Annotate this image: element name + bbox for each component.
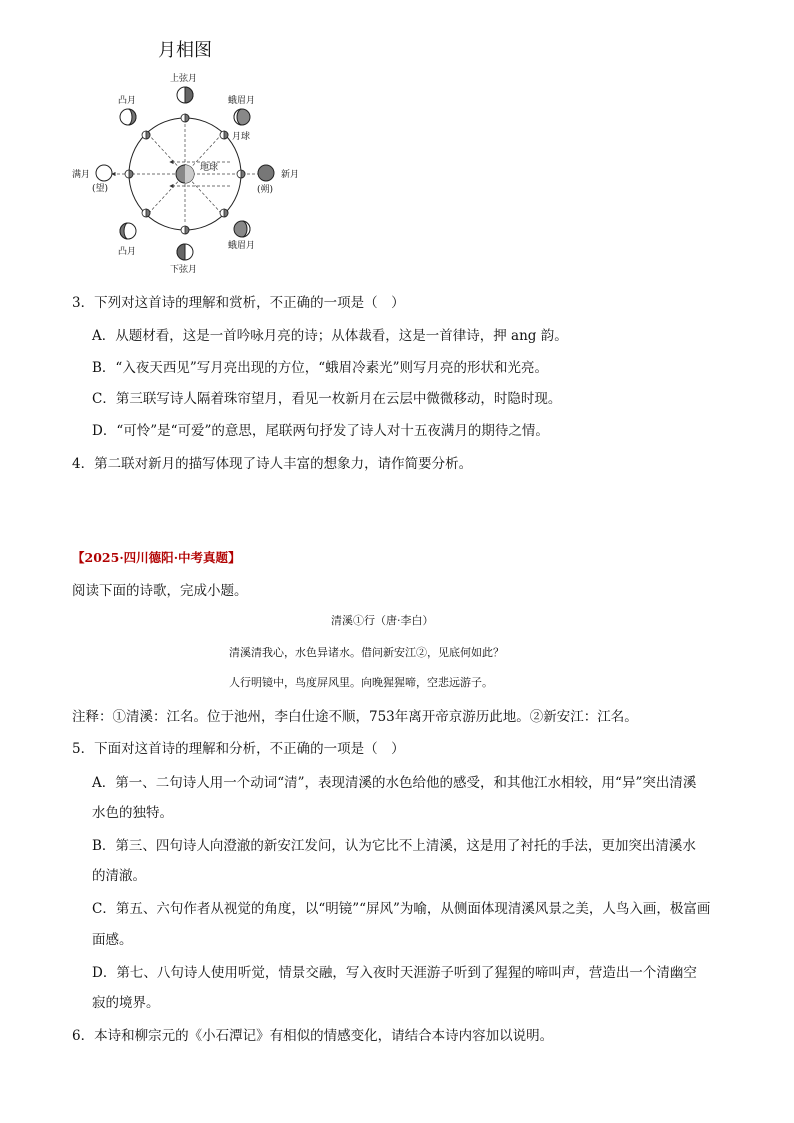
moon-ball-label: 月球 xyxy=(232,132,251,142)
new-moon-label: 新月 xyxy=(281,170,300,180)
question-3-stem: 3．下列对这首诗的理解和赏析，不正确的一项是（ ） xyxy=(72,295,405,311)
full-moon-label: 满月 xyxy=(72,170,91,180)
question-3-option-b: B．“入夜天西见”写月亮出现的方位，“蛾眉冷素光”则写月亮的形状和光亮。 xyxy=(92,360,549,376)
new-moon-alt-label: (朔) xyxy=(257,185,274,195)
question-5-option-a-line2: 水色的独特。 xyxy=(92,805,173,821)
full-moon-icon xyxy=(96,165,112,181)
full-moon-alt-label: (望) xyxy=(92,184,109,194)
first-quarter-label: 上弦月 xyxy=(170,74,198,84)
poem-line-2: 人行明镜中，鸟度屏风里。向晚猩猩啼，空悲远游子。 xyxy=(229,676,493,689)
reading-instruction: 阅读下面的诗歌，完成小题。 xyxy=(72,583,248,599)
question-5-option-b-line1: B．第三、四句诗人向澄澈的新安江发问，认为它比不上清溪，这是用了衬托的手法，更加突出清溪水 xyxy=(92,838,696,854)
earth-label: 地球 xyxy=(200,163,219,173)
crescent-top-label: 蛾眉月 xyxy=(228,96,256,106)
question-5-option-b-line2: 的清澈。 xyxy=(92,868,146,884)
question-3-option-d: D．“可怜”是“可爱”的意思，尾联两句抒发了诗人对十五夜满月的期待之情。 xyxy=(92,423,549,439)
poem-line-1: 清溪清我心，水色异诸水。借问新安江②，见底何如此？ xyxy=(229,646,504,659)
question-4-stem: 4．第二联对新月的描写体现了诗人丰富的想象力，请作简要分析。 xyxy=(72,456,473,472)
new-moon-icon xyxy=(258,165,274,181)
exam-source-tag: 【2025·四川德阳·中考真题】 xyxy=(72,550,241,565)
gibbous-top-label: 凸月 xyxy=(118,96,137,106)
question-6-stem: 6．本诗和柳宗元的《小石潭记》有相似的情感变化，请结合本诗内容加以说明。 xyxy=(72,1028,554,1044)
last-quarter-label: 下弦月 xyxy=(170,265,198,275)
diagram-title: 月相图 xyxy=(158,40,212,61)
poem-notes: 注释：①清溪：江名。位于池州，李白仕途不顺，753年离开帝京游历此地。②新安江：江名。 xyxy=(72,709,638,725)
crescent-bottom-label: 蛾眉月 xyxy=(228,241,256,251)
question-5-option-a-line1: A．第一、二句诗人用一个动词“清”，表现清溪的水色给他的感受，和其他江水相较，用“异”突出清溪 xyxy=(92,775,697,791)
question-3-option-c: C．第三联写诗人隔着珠帘望月，看见一枚新月在云层中微微移动，时隐时现。 xyxy=(92,391,562,407)
gibbous-bottom-label: 凸月 xyxy=(118,247,137,257)
question-5-option-c-line2: 面感。 xyxy=(92,932,133,948)
question-5-stem: 5．下面对这首诗的理解和分析，不正确的一项是（ ） xyxy=(72,741,405,757)
poem-title: 清溪①行（唐·李白） xyxy=(331,614,434,627)
question-5-option-c-line1: C．第五、六句作者从视觉的角度，以“明镜”“屏风”为喻，从侧面体现清溪风景之美，人鸟入画，极富画 xyxy=(92,901,711,917)
question-5-option-d-line1: D．第七、八句诗人使用听觉，情景交融，写入夜时天涯游子听到了猩猩的啼叫声，营造出一个清幽空 xyxy=(92,965,697,981)
moon-phase-diagram xyxy=(60,62,300,282)
question-3-option-a: A．从题材看，这是一首吟咏月亮的诗；从体裁看，这是一首律诗，押 ang 韵。 xyxy=(92,328,568,344)
question-5-option-d-line2: 寂的境界。 xyxy=(92,995,160,1011)
